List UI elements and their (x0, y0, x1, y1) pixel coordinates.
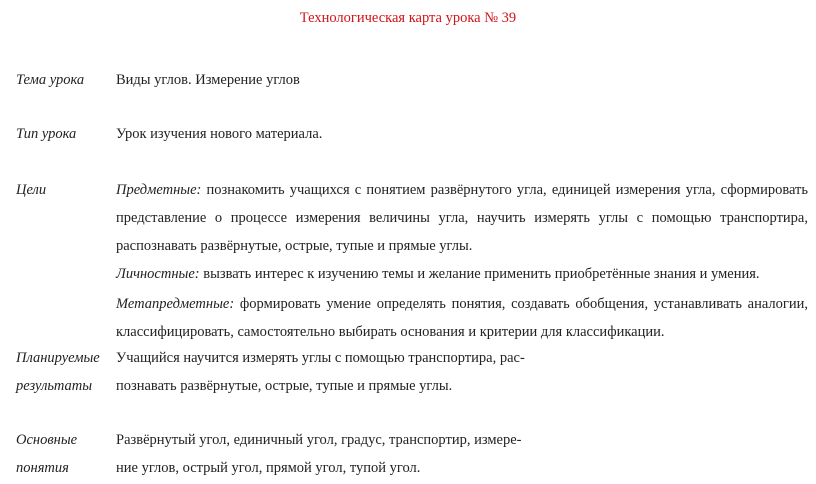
results-label-line2: результаты (16, 378, 93, 394)
type-value: Урок изучения нового материала. (116, 126, 323, 142)
topic-value: Виды углов. Измерение углов (116, 72, 300, 88)
results-line1: Учащийся научится измерять углы с помощью транспортира, рас- (116, 350, 525, 366)
concepts-value (116, 426, 808, 482)
type-label: Тип урока (16, 126, 77, 142)
goals-meta (116, 290, 808, 346)
results-value (116, 344, 808, 400)
goals-personal-term: Личностные: (116, 266, 200, 282)
results-label-line1: Планируемые (16, 350, 100, 366)
results-label (16, 344, 100, 400)
goals-meta-text: формировать умение определять понятия, создавать обобщения, устанавливать аналогии, классифицировать, самостоятельно выбирать основания и критерии для классификации. (116, 296, 808, 340)
goals-label: Цели (16, 182, 47, 198)
goals-personal (116, 260, 808, 288)
topic-label: Тема урока (16, 72, 85, 88)
page-title: Технологическая карта урока № 39 (299, 10, 517, 26)
concepts-label-line1: Основные (16, 432, 78, 448)
results-line2: познавать развёрнутые, острые, тупые и прямые углы. (116, 378, 453, 394)
goals-subject-text: познакомить учащихся с понятием развёрнутого угла, единицей измерения угла, сформировать представление о процессе измерения величины угла, научить измерять углы с помощью транспортира, распознавать развёрнутые, острые, тупые и прямые углы. (116, 182, 808, 254)
concepts-label-line2: понятия (16, 460, 69, 476)
goals-subject (116, 176, 808, 260)
goals-subject-term: Предметные: (116, 182, 202, 198)
concepts-line2: ние углов, острый угол, прямой угол, тупой угол. (116, 460, 421, 476)
concepts-label (16, 426, 77, 482)
goals-personal-text: вызвать интерес к изучению темы и желание применить приобретённые знания и умения. (203, 266, 760, 282)
goals-meta-term: Метапредметные: (116, 296, 235, 312)
concepts-line1: Развёрнутый угол, единичный угол, градус, транспортир, измере- (116, 432, 522, 448)
